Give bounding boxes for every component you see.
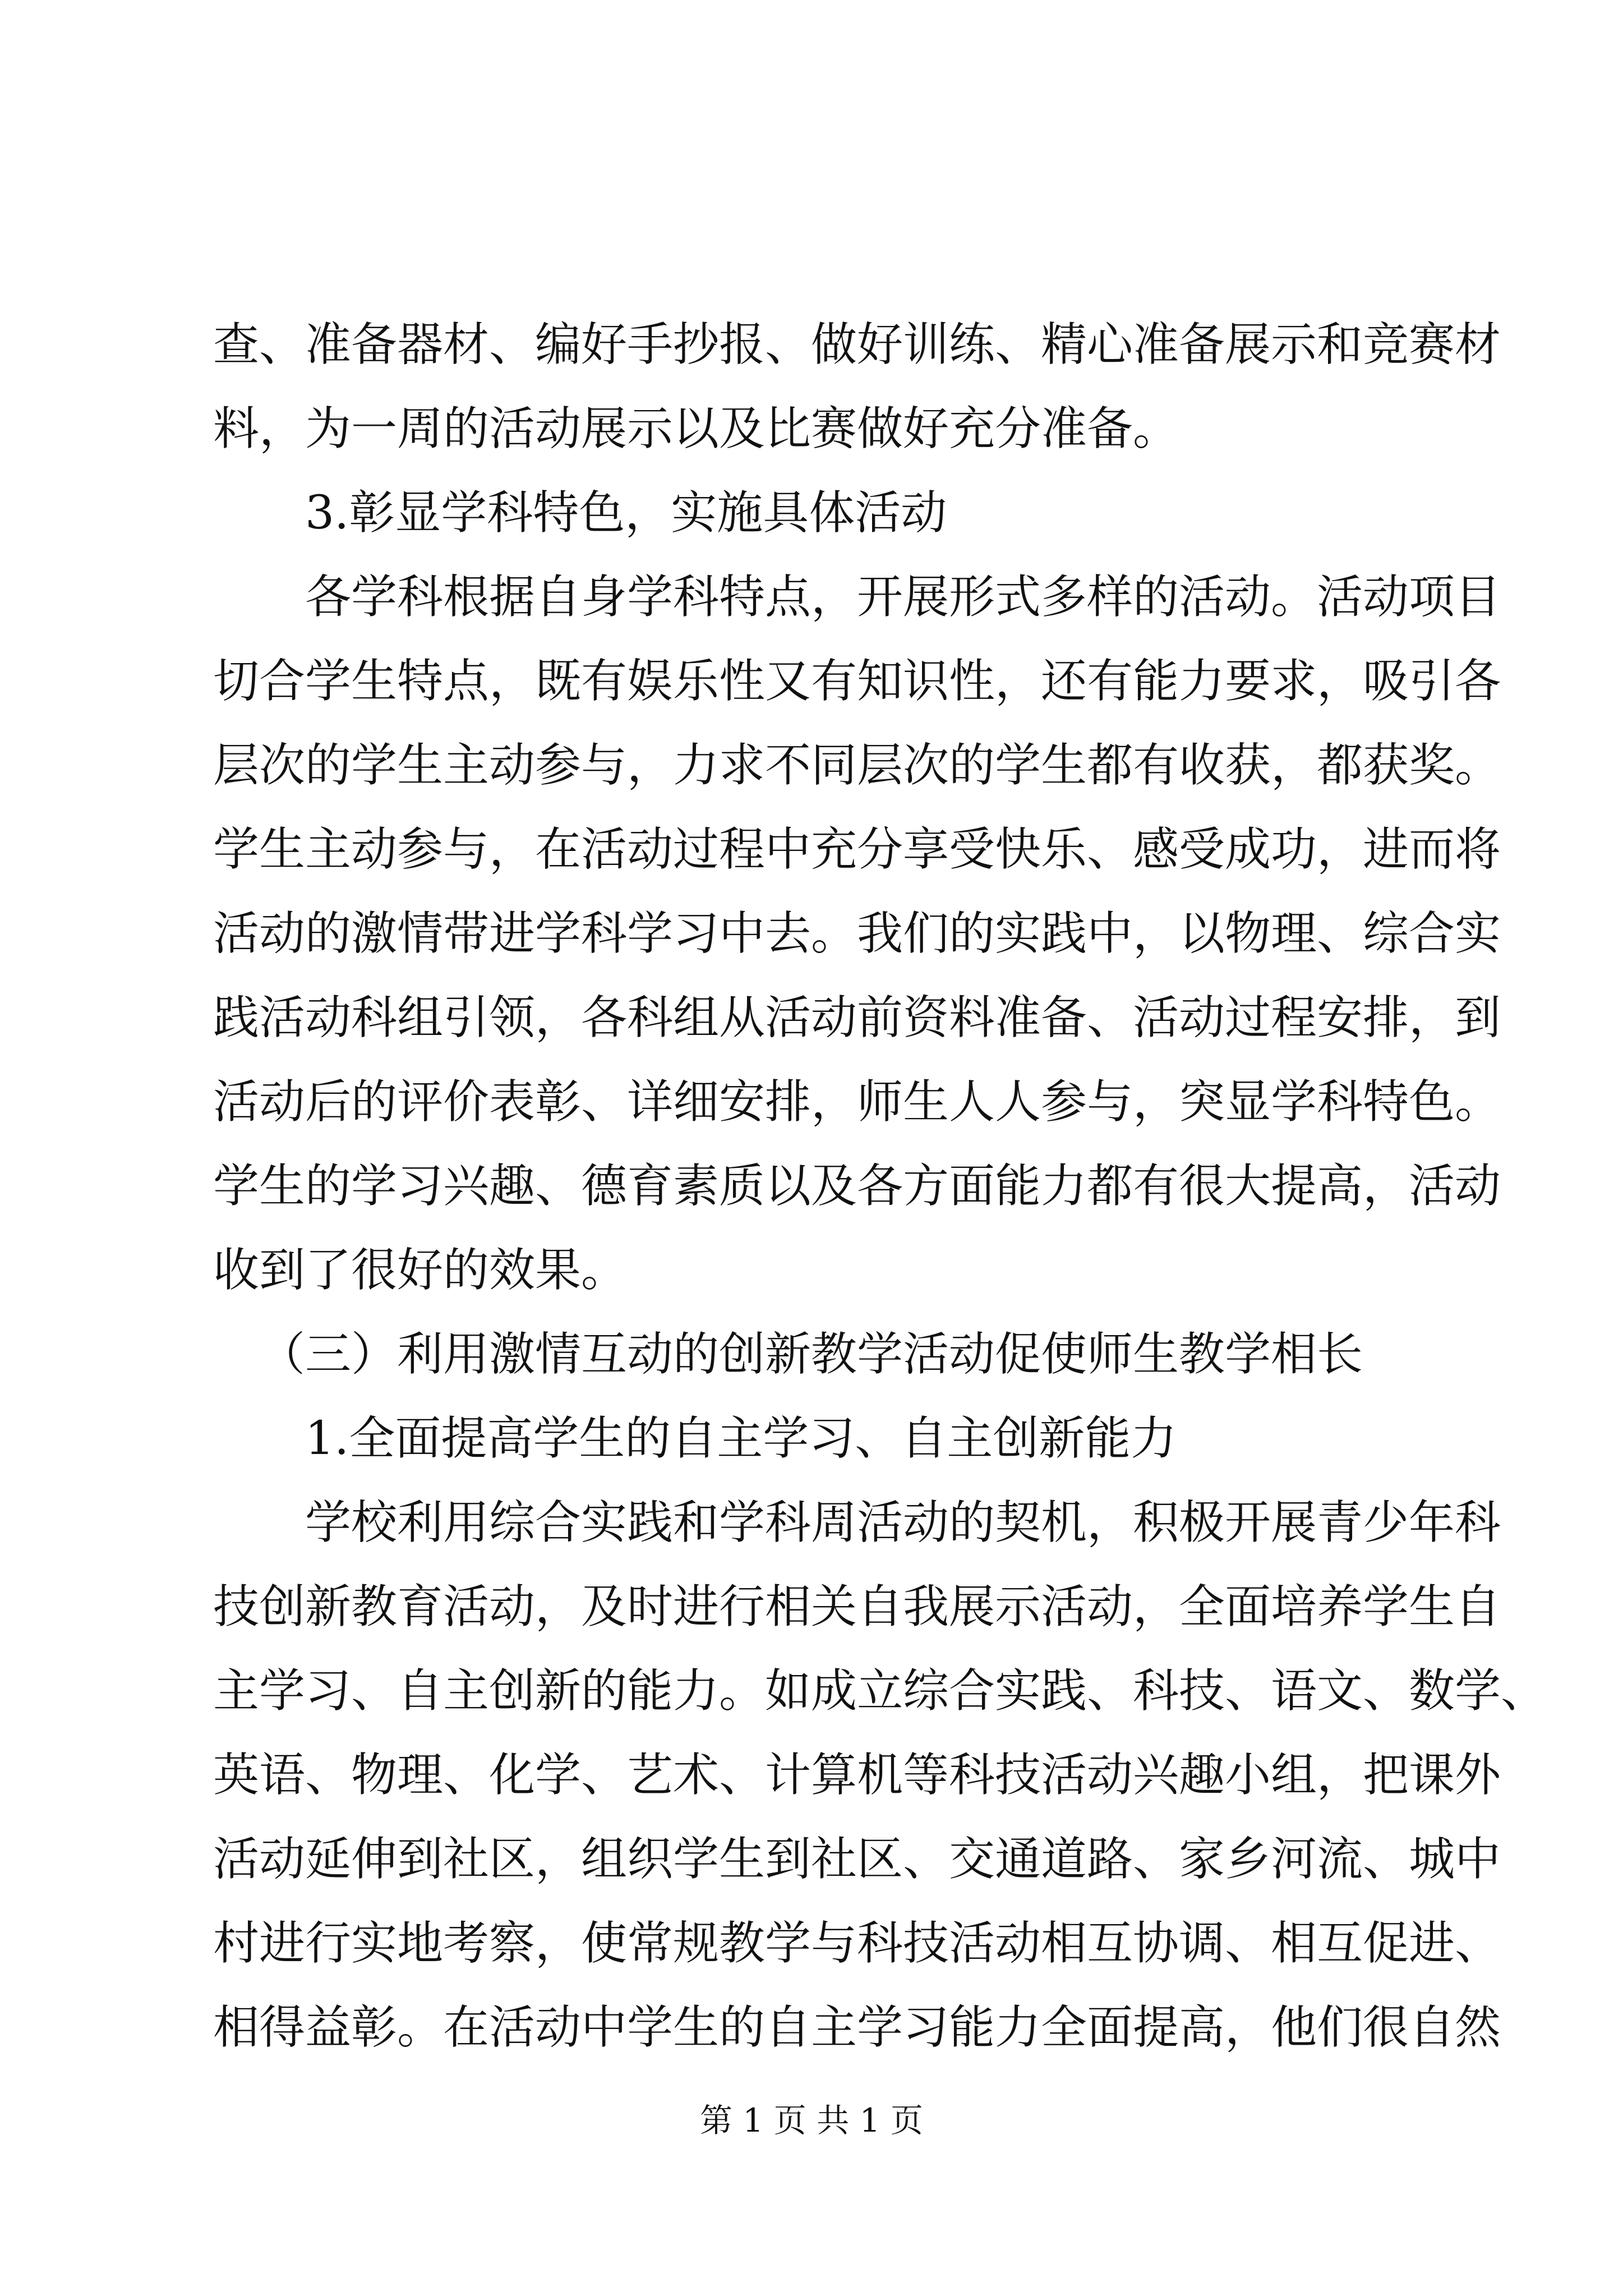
text-line: 活动的激情带进学科学习中去。我们的实践中，以物理、综合实 [213,907,1501,960]
paragraph-start: 各学科根据自身学科特点，开展形式多样的活动。活动项目 [305,570,1501,624]
page-number: 第 1 页 共 1 页 [700,2101,923,2139]
text-line: 活动后的评价表彰、详细安排，师生人人参与，突显学科特色。 [213,1075,1501,1129]
text-line: 层次的学生主动参与，力求不同层次的学生都有收获，都获奖。 [213,739,1501,792]
subheading: 1.全面提高学生的自主学习、自主创新能力 [305,1412,1177,1465]
text-line: 活动延伸到社区，组织学生到社区、交通道路、家乡河流、城中 [213,1833,1501,1886]
text-line: 查、准备器材、编好手抄报、做好训练、精心准备展示和竞赛材 [213,318,1501,371]
text-line: 技创新教育活动，及时进行相关自我展示活动，全面培养学生自 [213,1580,1501,1634]
text-line: 料，为一周的活动展示以及比赛做好充分准备。 [213,402,1179,455]
document-body [213,303,1547,2070]
subheading: 3.彰显学科特色，实施具体活动 [305,486,947,540]
text-line: 收到了很好的效果。 [213,1244,628,1297]
text-line: 学生的学习兴趣、德育素质以及各方面能力都有很大提高，活动 [213,1159,1501,1213]
text-line: 相得益彰。在活动中学生的自主学习能力全面提高，他们很自然 [213,2001,1501,2054]
text-line: 主学习、自主创新的能力。如成立综合实践、科技、语文、数学、 [213,1664,1547,1718]
paragraph-start: 学校利用综合实践和学科周活动的契机，积极开展青少年科 [305,1496,1501,1549]
text-line: 英语、物理、化学、艺术、计算机等科技活动兴趣小组，把课外 [213,1749,1501,1802]
text-line: 学生主动参与，在活动过程中充分享受快乐、感受成功，进而将 [213,823,1501,876]
text-line: 村进行实地考察，使常规教学与科技活动相互协调、相互促进、 [213,1917,1501,1970]
section-heading: （三）利用激情互动的创新教学活动促使师生教学相长 [259,1328,1363,1381]
text-line: 切合学生特点，既有娱乐性又有知识性，还有能力要求，吸引各 [213,655,1501,708]
text-line: 践活动科组引领，各科组从活动前资料准备、活动过程安排，到 [213,991,1501,1045]
